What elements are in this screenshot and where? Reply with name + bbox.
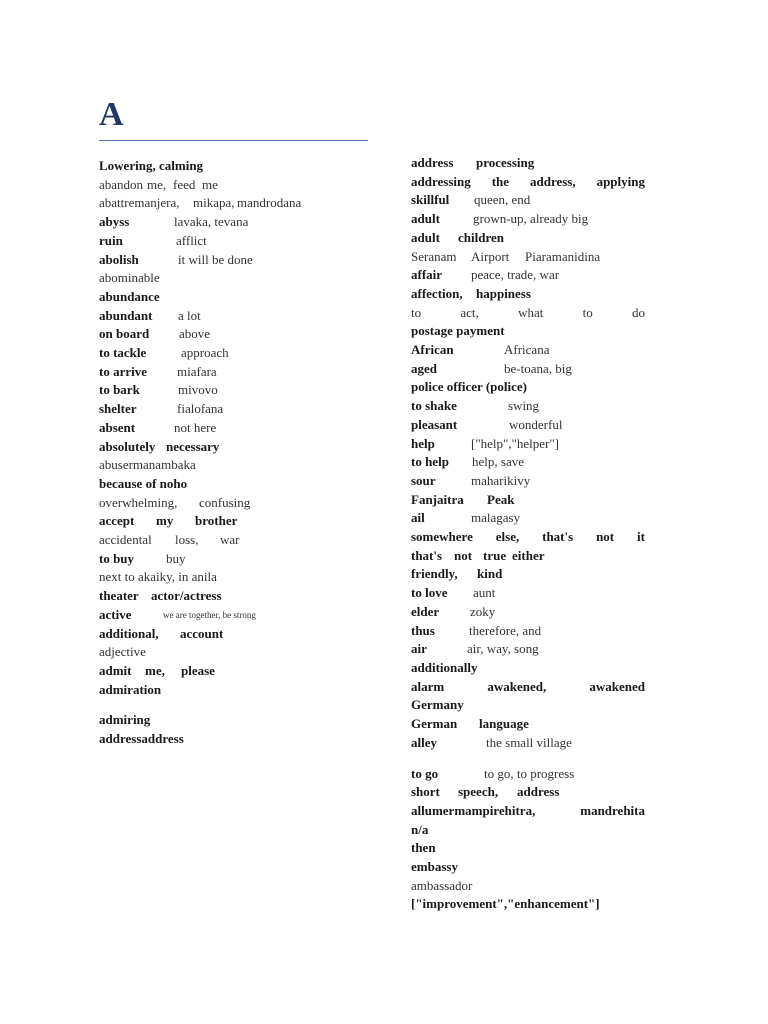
entry-definition: abusermanambaka — [99, 457, 196, 473]
entry-term: necessary — [166, 438, 220, 454]
dictionary-entry — [99, 194, 311, 213]
dictionary-entry — [411, 659, 645, 678]
entry-term: to help — [411, 454, 449, 470]
dictionary-entry — [411, 640, 645, 659]
dictionary-entry — [99, 550, 311, 569]
entry-term: Peak — [487, 491, 515, 507]
entry-term: mandrehita — [580, 802, 645, 818]
dictionary-entry — [411, 378, 645, 397]
entry-term: to bark — [99, 382, 140, 398]
entry-definition: buy — [166, 550, 186, 566]
entry-term: short — [411, 784, 440, 800]
entry-definition: me — [202, 176, 218, 192]
dictionary-entry — [99, 269, 311, 288]
dictionary-entry — [99, 325, 311, 344]
entry-term: awakened — [589, 678, 645, 694]
dictionary-entry — [99, 307, 311, 326]
entry-term: addressaddress — [99, 731, 184, 747]
entry-term: on board — [99, 326, 150, 342]
entry-definition: act, — [460, 304, 479, 320]
entry-definition: swing — [508, 398, 540, 414]
dictionary-entry — [411, 509, 645, 528]
entry-definition: war — [220, 532, 240, 548]
entry-term: abundant — [99, 307, 153, 323]
entry-definition: feed — [173, 176, 196, 192]
entry-definition: be-toana, big — [504, 360, 572, 376]
entry-term: skillful — [411, 192, 450, 208]
entry-term: my — [156, 513, 174, 529]
entry-definition: the small village — [486, 734, 572, 750]
entry-definition: abattremanjera, — [99, 195, 180, 211]
entry-term: address, — [529, 173, 576, 189]
entry-term: air — [411, 641, 427, 657]
entry-term: additionally — [411, 659, 478, 675]
dictionary-entry — [411, 678, 645, 697]
entry-definition: approach — [181, 345, 229, 361]
dictionary-entry — [99, 475, 311, 494]
entry-term: friendly, — [411, 566, 458, 582]
entry-term: because of noho — [99, 475, 188, 491]
entry-term: either — [512, 547, 545, 563]
entry-definition: wonderful — [509, 416, 563, 432]
dictionary-entry — [411, 210, 645, 229]
dictionary-entry — [99, 494, 311, 513]
entry-term: ["improvement","enhancement"] — [411, 896, 600, 912]
dictionary-entry — [99, 643, 311, 662]
entry-term: ail — [411, 510, 425, 526]
dictionary-entry — [411, 229, 645, 248]
entry-term: n/a — [411, 821, 429, 837]
entry-definition: mandrodana — [237, 195, 302, 211]
dictionary-entry — [411, 622, 645, 641]
entry-term: German — [411, 716, 458, 732]
dictionary-entry — [99, 157, 311, 176]
entry-term: it — [637, 529, 645, 545]
entry-term: to tackle — [99, 345, 147, 361]
dictionary-entry — [411, 765, 645, 784]
entry-definition: what — [518, 304, 544, 320]
dictionary-entry — [411, 191, 645, 210]
entry-definition: miafara — [177, 363, 217, 379]
entry-definition: not here — [174, 419, 217, 435]
heading-underline-divider — [99, 140, 368, 141]
dictionary-entry — [411, 472, 645, 491]
entry-term: pleasant — [411, 416, 458, 432]
entry-term: African — [411, 342, 454, 358]
entry-definition: Africana — [504, 342, 550, 358]
entry-definition: loss, — [175, 532, 199, 548]
entry-term: abundance — [99, 288, 160, 304]
dictionary-entry — [411, 715, 645, 734]
dictionary-entry — [99, 213, 311, 232]
entry-definition: aunt — [473, 585, 496, 601]
dictionary-entry — [411, 397, 645, 416]
entry-term: shelter — [99, 401, 137, 417]
dictionary-entry — [411, 603, 645, 622]
dictionary-entry — [411, 565, 645, 584]
entry-definition: abominable — [99, 270, 160, 286]
dictionary-entry — [411, 895, 645, 914]
entry-term: Germany — [411, 697, 464, 713]
entry-term: addressing — [411, 173, 471, 189]
dictionary-entry — [99, 438, 311, 457]
entry-definition: Piaramanidina — [525, 248, 601, 264]
dictionary-entry — [411, 453, 645, 472]
entry-term: the — [491, 173, 510, 189]
dictionary-entry — [411, 266, 645, 285]
dictionary-entry — [411, 547, 645, 566]
entry-term: affair — [411, 267, 443, 283]
entry-term: address — [517, 784, 560, 800]
entry-term: aged — [411, 360, 437, 376]
dictionary-entry — [99, 512, 311, 531]
dictionary-entry — [411, 322, 645, 341]
dictionary-entry — [411, 248, 645, 267]
entry-term: admiration — [99, 681, 162, 697]
entry-term: active — [99, 606, 132, 622]
dictionary-entry — [99, 662, 311, 681]
dictionary-entry — [99, 363, 311, 382]
entry-definition: ["help","helper"] — [471, 435, 559, 451]
entry-term: sour — [411, 472, 436, 488]
entry-definition: do — [632, 304, 645, 320]
entry-definition: to go, to progress — [484, 765, 575, 781]
entry-term: somewhere — [411, 529, 473, 545]
entry-term: brother — [195, 513, 238, 529]
entry-definition: adjective — [99, 644, 146, 660]
entry-term: happiness — [476, 285, 531, 301]
entry-term: that's — [411, 547, 443, 563]
entry-term: to shake — [411, 398, 457, 414]
entry-term: to arrive — [99, 363, 148, 379]
entry-term: to love — [411, 585, 448, 601]
entry-term: processing — [476, 155, 535, 170]
entry-term: applying — [596, 173, 645, 189]
dictionary-entry — [99, 531, 311, 550]
entry-term: admiring — [99, 712, 151, 728]
entry-term: allumermampirehitra, — [411, 802, 536, 818]
entry-definition: a lot — [178, 307, 201, 323]
entry-definition: mivovo — [178, 382, 218, 398]
entry-definition: Airport — [471, 248, 510, 264]
entry-definition: accidental — [99, 532, 152, 548]
dictionary-entry — [411, 734, 645, 753]
dictionary-entry — [99, 288, 311, 307]
entry-definition: peace, trade, war — [471, 267, 560, 283]
entry-term: me, — [145, 662, 165, 678]
entry-term: to go — [411, 765, 439, 781]
entry-definition: me, — [147, 176, 167, 192]
entry-definition: zoky — [470, 603, 496, 619]
entry-term: affection, — [411, 285, 463, 301]
dictionary-entry — [99, 625, 311, 644]
entry-term: else, — [495, 529, 520, 545]
entry-term: then — [411, 840, 436, 856]
dictionary-entry — [411, 821, 645, 840]
entry-term: true — [483, 547, 507, 563]
entry-definition: mikapa, — [193, 195, 235, 211]
dictionary-entry — [411, 173, 645, 192]
entry-term: that's — [542, 529, 574, 545]
dictionary-entry — [99, 730, 311, 749]
entry-definition: Seranam — [411, 248, 457, 264]
entry-definition: above — [179, 326, 211, 342]
entry-definition: overwhelming, — [99, 494, 178, 510]
dictionary-entry — [411, 783, 645, 802]
entry-term: adult — [411, 229, 440, 245]
dictionary-entry — [99, 400, 311, 419]
entry-term: calming — [159, 158, 204, 173]
left-column — [99, 157, 311, 749]
dictionary-entry — [411, 696, 645, 715]
entry-definition: help, save — [472, 454, 524, 470]
dictionary-entry — [411, 360, 645, 379]
dictionary-entry — [411, 491, 645, 510]
dictionary-entry — [411, 304, 645, 323]
entry-term: Fanjaitra — [411, 491, 464, 507]
dictionary-entry — [411, 839, 645, 858]
dictionary-entry — [99, 344, 311, 363]
entry-definition: therefore, and — [469, 622, 542, 638]
dictionary-entry — [99, 176, 311, 195]
dictionary-entry — [99, 711, 311, 730]
entry-term: adult — [411, 211, 440, 227]
entry-term: not — [454, 547, 473, 563]
entry-term: theater — [99, 588, 139, 604]
dictionary-entry — [99, 232, 311, 251]
entry-definition: afflict — [176, 232, 207, 248]
entry-term: not — [596, 529, 615, 545]
entry-definition: maharikivy — [471, 472, 531, 488]
entry-term: actor/actress — [151, 588, 222, 604]
entry-term: abolish — [99, 251, 139, 267]
entry-term: please — [181, 662, 215, 678]
entry-term: language — [479, 716, 529, 732]
entry-term: thus — [411, 622, 435, 638]
dictionary-entry — [99, 568, 311, 587]
entry-term: Lowering, — [99, 158, 156, 173]
entry-definition: grown-up, already big — [473, 211, 589, 227]
dictionary-entry — [99, 681, 311, 700]
entry-term: police officer (police) — [411, 379, 527, 395]
entry-definition: confusing — [199, 494, 251, 510]
entry-term: account — [180, 625, 224, 641]
entry-term: postage payment — [411, 323, 505, 339]
dictionary-entry — [411, 341, 645, 360]
entry-term: elder — [411, 603, 440, 619]
entry-term: help — [411, 435, 435, 451]
entry-term: address — [411, 155, 454, 170]
entry-definition: queen, end — [474, 192, 531, 208]
entry-term: embassy — [411, 859, 458, 875]
dictionary-entry — [411, 154, 645, 173]
entry-term: admit — [99, 662, 132, 678]
entry-term: ruin — [99, 232, 123, 248]
dictionary-entry — [411, 285, 645, 304]
entry-term: alley — [411, 734, 437, 750]
dictionary-entry — [411, 802, 645, 821]
entry-term: accept — [99, 513, 135, 529]
dictionary-entry — [411, 584, 645, 603]
entry-term: absolutely — [99, 438, 156, 454]
entry-definition: abandon — [99, 176, 144, 192]
dictionary-entry — [99, 251, 311, 270]
dictionary-entry — [99, 456, 311, 475]
entry-term: alarm — [411, 678, 445, 694]
right-column — [411, 154, 645, 914]
entry-term: kind — [477, 566, 503, 582]
dictionary-entry — [411, 858, 645, 877]
dictionary-entry — [99, 419, 311, 438]
dictionary-entry — [99, 587, 311, 606]
entry-definition: fialofana — [177, 401, 224, 417]
entry-term: abyss — [99, 214, 130, 230]
section-letter-heading: A — [99, 96, 124, 133]
dictionary-entry — [411, 435, 645, 454]
dictionary-entry — [411, 528, 645, 547]
dictionary-entry — [99, 381, 311, 400]
entry-definition: it will be done — [178, 251, 253, 267]
entry-term: awakened, — [487, 678, 547, 694]
entry-definition: to — [411, 304, 422, 320]
entry-definition: we are together, be strong — [163, 609, 256, 620]
entry-term: speech, — [458, 784, 499, 800]
dictionary-entry — [411, 416, 645, 435]
entry-definition: ambassador — [411, 877, 473, 893]
entry-term: children — [458, 229, 504, 245]
entry-term: additional, — [99, 625, 159, 641]
entry-definition: lavaka, tevana — [174, 214, 249, 230]
dictionary-entry — [99, 606, 311, 625]
entry-definition: malagasy — [471, 510, 521, 526]
entry-term: to buy — [99, 550, 135, 566]
entry-term: absent — [99, 419, 136, 435]
entry-definition: next to akaiky, in anila — [99, 569, 217, 585]
entry-definition: air, way, song — [467, 641, 539, 657]
dictionary-entry — [411, 877, 645, 896]
entry-definition: to — [582, 304, 593, 320]
